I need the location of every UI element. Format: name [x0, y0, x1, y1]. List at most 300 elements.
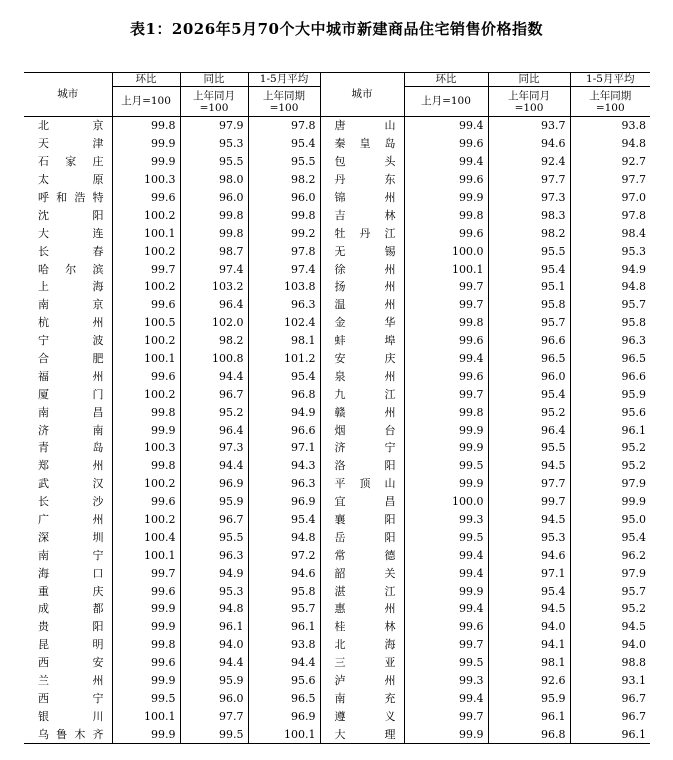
- city-cell-left: 杭州: [38, 316, 104, 330]
- mom-cell-right: 99.3: [404, 511, 488, 529]
- yoy-cell-right: 95.7: [488, 314, 570, 332]
- table-row: [24, 654, 650, 672]
- mom-cell-right: 100.1: [404, 260, 488, 278]
- avg-cell-right: 95.7: [570, 582, 650, 600]
- avg-cell-right: 96.1: [570, 421, 650, 439]
- mom-cell-left: 99.6: [112, 582, 180, 600]
- city-cell-left: 青岛: [38, 441, 104, 455]
- city-cell-right: 襄阳: [320, 511, 404, 529]
- table-row: [24, 439, 650, 457]
- avg-cell-right: 94.8: [570, 135, 650, 153]
- city-cell-left: 重庆: [38, 584, 104, 598]
- avg-cell-left: 97.1: [248, 439, 320, 457]
- avg-cell-right: 95.8: [570, 314, 650, 332]
- city-cell-right: 惠州: [320, 600, 404, 618]
- avg-cell-right: 93.8: [570, 117, 650, 135]
- avg-cell-left: 95.4: [248, 135, 320, 153]
- city-cell-right: 唐山: [320, 117, 404, 135]
- avg-cell-left: 95.4: [248, 511, 320, 529]
- header-mom-base-right: 上月=100: [404, 87, 488, 117]
- mom-cell-right: 99.7: [404, 707, 488, 725]
- mom-cell-left: 100.1: [112, 707, 180, 725]
- city-cell-left: 沈阳: [38, 208, 104, 222]
- mom-cell-left: 99.7: [112, 564, 180, 582]
- table-row: [24, 725, 650, 743]
- city-cell-left: 郑州: [38, 459, 104, 473]
- city-cell-right: 三亚: [320, 654, 404, 672]
- avg-cell-right: 99.9: [570, 493, 650, 511]
- table-row: [24, 189, 650, 207]
- avg-cell-left: 96.1: [248, 618, 320, 636]
- yoy-cell-left: 98.7: [180, 242, 248, 260]
- mom-cell-left: 99.6: [112, 654, 180, 672]
- yoy-cell-left: 99.5: [180, 725, 248, 743]
- city-cell-right: 牡丹江: [320, 224, 404, 242]
- yoy-cell-left: 94.4: [180, 654, 248, 672]
- avg-cell-left: 95.6: [248, 672, 320, 690]
- city-cell-right: 韶关: [320, 564, 404, 582]
- yoy-cell-left: 99.8: [180, 206, 248, 224]
- yoy-cell-right: 94.6: [488, 546, 570, 564]
- yoy-cell-left: 96.7: [180, 511, 248, 529]
- mom-cell-left: 99.9: [112, 600, 180, 618]
- avg-cell-left: 97.8: [248, 242, 320, 260]
- mom-cell-left: 100.2: [112, 385, 180, 403]
- yoy-cell-right: 95.4: [488, 260, 570, 278]
- table-row: [24, 475, 650, 493]
- city-cell-left: 哈尔滨: [38, 262, 104, 276]
- city-cell-right: 包头: [320, 153, 404, 171]
- city-cell-left: 太原: [38, 173, 104, 187]
- mom-cell-right: 99.7: [404, 296, 488, 314]
- avg-cell-left: 99.8: [248, 206, 320, 224]
- avg-cell-right: 96.1: [570, 725, 650, 743]
- table-row: [24, 135, 650, 153]
- table-row: [24, 296, 650, 314]
- mom-cell-right: 99.9: [404, 189, 488, 207]
- city-cell-right: 赣州: [320, 403, 404, 421]
- yoy-cell-right: 96.1: [488, 707, 570, 725]
- avg-cell-left: 102.4: [248, 314, 320, 332]
- yoy-cell-left: 96.1: [180, 618, 248, 636]
- city-cell-left: 昆明: [38, 638, 104, 652]
- mom-cell-right: 99.8: [404, 314, 488, 332]
- mom-cell-left: 100.1: [112, 350, 180, 368]
- yoy-cell-left: 103.2: [180, 278, 248, 296]
- mom-cell-left: 100.2: [112, 206, 180, 224]
- yoy-cell-left: 95.3: [180, 135, 248, 153]
- mom-cell-right: 99.6: [404, 367, 488, 385]
- yoy-cell-right: 97.7: [488, 475, 570, 493]
- avg-cell-right: 96.6: [570, 367, 650, 385]
- city-cell-right: 湛江: [320, 582, 404, 600]
- table-row: [24, 707, 650, 725]
- yoy-cell-left: 95.3: [180, 582, 248, 600]
- yoy-cell-left: 95.5: [180, 528, 248, 546]
- mom-cell-right: 99.4: [404, 117, 488, 135]
- avg-cell-left: 96.3: [248, 475, 320, 493]
- mom-cell-right: 99.6: [404, 135, 488, 153]
- yoy-cell-left: 96.4: [180, 421, 248, 439]
- city-cell-right: 九江: [320, 385, 404, 403]
- avg-cell-left: 96.0: [248, 189, 320, 207]
- city-cell-right: 常德: [320, 546, 404, 564]
- mom-cell-right: 99.9: [404, 475, 488, 493]
- mom-cell-left: 100.4: [112, 528, 180, 546]
- yoy-cell-left: 95.2: [180, 403, 248, 421]
- yoy-cell-right: 96.5: [488, 350, 570, 368]
- yoy-cell-right: 97.7: [488, 171, 570, 189]
- avg-cell-right: 95.0: [570, 511, 650, 529]
- table-row: [24, 350, 650, 368]
- table-header: [24, 73, 650, 117]
- header-avg-base-right: 上年同期 =100: [570, 87, 650, 117]
- table-row: [24, 224, 650, 242]
- yoy-cell-left: 97.4: [180, 260, 248, 278]
- yoy-cell-left: 96.0: [180, 189, 248, 207]
- yoy-cell-right: 99.7: [488, 493, 570, 511]
- table-row: [24, 367, 650, 385]
- mom-cell-left: 99.6: [112, 367, 180, 385]
- table-row: [24, 403, 650, 421]
- mom-cell-left: 99.6: [112, 493, 180, 511]
- mom-cell-right: 99.3: [404, 672, 488, 690]
- mom-cell-left: 99.9: [112, 672, 180, 690]
- yoy-cell-left: 96.7: [180, 385, 248, 403]
- avg-cell-left: 98.2: [248, 171, 320, 189]
- header-mom-left: 环比: [112, 73, 180, 87]
- city-cell-right: 安庆: [320, 350, 404, 368]
- yoy-cell-left: 95.9: [180, 493, 248, 511]
- table-row: [24, 153, 650, 171]
- avg-cell-left: 96.5: [248, 690, 320, 708]
- city-cell-left: 南京: [38, 298, 104, 312]
- header-mom-base-left: 上月=100: [112, 87, 180, 117]
- mom-cell-right: 99.6: [404, 224, 488, 242]
- yoy-cell-left: 97.3: [180, 439, 248, 457]
- header-yoy-right: 同比: [488, 73, 570, 87]
- city-cell-left: 济南: [38, 423, 104, 437]
- table-row: [24, 332, 650, 350]
- avg-cell-right: 98.8: [570, 654, 650, 672]
- avg-cell-left: 101.2: [248, 350, 320, 368]
- yoy-cell-right: 98.3: [488, 206, 570, 224]
- avg-cell-right: 96.3: [570, 332, 650, 350]
- avg-cell-right: 98.4: [570, 224, 650, 242]
- city-cell-right: 平顶山: [320, 475, 404, 493]
- yoy-cell-right: 95.4: [488, 582, 570, 600]
- mom-cell-left: 100.2: [112, 242, 180, 260]
- mom-cell-right: 99.6: [404, 171, 488, 189]
- yoy-cell-right: 97.3: [488, 189, 570, 207]
- yoy-cell-left: 94.8: [180, 600, 248, 618]
- mom-cell-right: 99.5: [404, 528, 488, 546]
- avg-cell-left: 94.6: [248, 564, 320, 582]
- mom-cell-left: 100.3: [112, 171, 180, 189]
- city-cell-left: 天津: [38, 137, 104, 151]
- city-cell-left: 武汉: [38, 477, 104, 491]
- yoy-cell-left: 94.0: [180, 636, 248, 654]
- city-cell-left: 海口: [38, 566, 104, 580]
- avg-cell-right: 95.6: [570, 403, 650, 421]
- city-cell-left: 贵阳: [38, 620, 104, 634]
- avg-cell-right: 94.5: [570, 618, 650, 636]
- mom-cell-right: 99.5: [404, 654, 488, 672]
- table-row: [24, 385, 650, 403]
- avg-cell-right: 93.1: [570, 672, 650, 690]
- avg-cell-left: 95.8: [248, 582, 320, 600]
- yoy-cell-right: 95.9: [488, 690, 570, 708]
- avg-cell-left: 95.4: [248, 367, 320, 385]
- table-row: [24, 493, 650, 511]
- city-cell-right: 大理: [320, 725, 404, 743]
- city-cell-left: 大连: [38, 226, 104, 240]
- mom-cell-right: 99.9: [404, 439, 488, 457]
- mom-cell-right: 99.7: [404, 385, 488, 403]
- yoy-cell-right: 92.4: [488, 153, 570, 171]
- mom-cell-right: 99.6: [404, 618, 488, 636]
- yoy-cell-left: 96.9: [180, 475, 248, 493]
- avg-cell-left: 94.3: [248, 457, 320, 475]
- yoy-cell-right: 94.1: [488, 636, 570, 654]
- avg-cell-right: 97.7: [570, 171, 650, 189]
- mom-cell-left: 99.7: [112, 260, 180, 278]
- city-cell-right: 徐州: [320, 260, 404, 278]
- yoy-cell-right: 92.6: [488, 672, 570, 690]
- city-cell-left: 广州: [38, 513, 104, 527]
- table-body: [24, 117, 650, 744]
- city-cell-left: 乌鲁木齐: [24, 725, 112, 743]
- yoy-cell-left: 96.3: [180, 546, 248, 564]
- mom-cell-left: 100.1: [112, 546, 180, 564]
- yoy-cell-left: 100.8: [180, 350, 248, 368]
- mom-cell-right: 99.4: [404, 600, 488, 618]
- avg-cell-right: 95.2: [570, 600, 650, 618]
- city-cell-left: 厦门: [38, 387, 104, 401]
- avg-cell-right: 95.9: [570, 385, 650, 403]
- table-row: [24, 546, 650, 564]
- mom-cell-right: 99.7: [404, 636, 488, 654]
- mom-cell-left: 99.8: [112, 117, 180, 135]
- avg-cell-right: 96.5: [570, 350, 650, 368]
- mom-cell-right: 99.4: [404, 350, 488, 368]
- yoy-cell-left: 96.4: [180, 296, 248, 314]
- city-cell-right: 温州: [320, 296, 404, 314]
- mom-cell-right: 99.8: [404, 403, 488, 421]
- yoy-cell-left: 94.4: [180, 457, 248, 475]
- mom-cell-left: 99.6: [112, 296, 180, 314]
- mom-cell-left: 99.9: [112, 153, 180, 171]
- city-cell-left: 兰州: [38, 674, 104, 688]
- city-cell-right: 桂林: [320, 618, 404, 636]
- city-cell-left: 合肥: [38, 352, 104, 366]
- yoy-cell-right: 94.6: [488, 135, 570, 153]
- avg-cell-right: 95.2: [570, 439, 650, 457]
- yoy-cell-right: 95.8: [488, 296, 570, 314]
- avg-cell-right: 95.7: [570, 296, 650, 314]
- city-cell-left: 北京: [38, 119, 104, 133]
- city-cell-left: 长沙: [38, 495, 104, 509]
- table-row: [24, 117, 650, 135]
- city-cell-right: 丹东: [320, 171, 404, 189]
- city-cell-right: 宜昌: [320, 493, 404, 511]
- mom-cell-left: 100.1: [112, 224, 180, 242]
- city-cell-left: 呼和浩特: [38, 191, 104, 204]
- yoy-cell-right: 96.8: [488, 725, 570, 743]
- table-row: [24, 457, 650, 475]
- mom-cell-right: 99.4: [404, 546, 488, 564]
- yoy-cell-right: 95.4: [488, 385, 570, 403]
- city-cell-right: 南充: [320, 690, 404, 708]
- table-row: [24, 618, 650, 636]
- city-cell-right: 无锡: [320, 242, 404, 260]
- mom-cell-left: 99.9: [112, 421, 180, 439]
- yoy-cell-left: 97.9: [180, 117, 248, 135]
- mom-cell-right: 99.4: [404, 564, 488, 582]
- avg-cell-left: 93.8: [248, 636, 320, 654]
- price-index-table: [24, 72, 650, 744]
- avg-cell-left: 94.9: [248, 403, 320, 421]
- city-cell-left: 长春: [38, 244, 104, 258]
- yoy-cell-right: 94.5: [488, 511, 570, 529]
- table-row: [24, 636, 650, 654]
- city-cell-right: 泉州: [320, 367, 404, 385]
- mom-cell-right: 99.8: [404, 206, 488, 224]
- city-cell-right: 济宁: [320, 439, 404, 457]
- avg-cell-right: 97.0: [570, 189, 650, 207]
- yoy-cell-right: 95.1: [488, 278, 570, 296]
- header-avg-right: 1-5月平均: [570, 73, 650, 87]
- city-cell-left: 南昌: [38, 405, 104, 419]
- mom-cell-left: 100.2: [112, 278, 180, 296]
- avg-cell-right: 97.9: [570, 475, 650, 493]
- avg-cell-right: 97.9: [570, 564, 650, 582]
- city-cell-left: 福州: [38, 369, 104, 383]
- avg-cell-left: 96.6: [248, 421, 320, 439]
- avg-cell-right: 96.7: [570, 707, 650, 725]
- yoy-cell-right: 95.5: [488, 439, 570, 457]
- mom-cell-right: 99.9: [404, 582, 488, 600]
- avg-cell-right: 92.7: [570, 153, 650, 171]
- yoy-cell-left: 97.7: [180, 707, 248, 725]
- avg-cell-right: 96.2: [570, 546, 650, 564]
- avg-cell-left: 96.8: [248, 385, 320, 403]
- avg-cell-right: 96.7: [570, 690, 650, 708]
- header-city-left: 城市: [24, 73, 112, 117]
- city-cell-right: 泸州: [320, 672, 404, 690]
- mom-cell-left: 99.8: [112, 403, 180, 421]
- avg-cell-left: 96.3: [248, 296, 320, 314]
- city-cell-left: 石家庄: [38, 155, 104, 169]
- city-cell-right: 金华: [320, 314, 404, 332]
- table-row: [24, 600, 650, 618]
- city-cell-right: 烟台: [320, 421, 404, 439]
- avg-cell-left: 99.2: [248, 224, 320, 242]
- mom-cell-left: 100.2: [112, 475, 180, 493]
- avg-cell-left: 97.8: [248, 117, 320, 135]
- city-cell-left: 成都: [38, 602, 104, 616]
- city-cell-right: 遵义: [320, 707, 404, 725]
- table-row: [24, 171, 650, 189]
- header-avg-base-left: 上年同期 =100: [248, 87, 320, 117]
- table-row: [24, 690, 650, 708]
- city-cell-right: 秦皇岛: [320, 135, 404, 153]
- yoy-cell-right: 93.7: [488, 117, 570, 135]
- table-row: [24, 528, 650, 546]
- avg-cell-right: 97.8: [570, 206, 650, 224]
- yoy-cell-right: 95.5: [488, 242, 570, 260]
- header-avg-left: 1-5月平均: [248, 73, 320, 87]
- table-row: [24, 278, 650, 296]
- yoy-cell-right: 96.6: [488, 332, 570, 350]
- city-cell-left: 银川: [38, 709, 104, 723]
- header-mom-right: 环比: [404, 73, 488, 87]
- table-row: [24, 564, 650, 582]
- mom-cell-left: 99.5: [112, 690, 180, 708]
- avg-cell-left: 100.1: [248, 725, 320, 743]
- table-row: [24, 582, 650, 600]
- avg-cell-left: 96.9: [248, 493, 320, 511]
- avg-cell-left: 103.8: [248, 278, 320, 296]
- header-yoy-base-left: 上年同月 =100: [180, 87, 248, 117]
- yoy-cell-left: 98.0: [180, 171, 248, 189]
- mom-cell-left: 99.9: [112, 725, 180, 743]
- avg-cell-left: 98.1: [248, 332, 320, 350]
- city-cell-right: 锦州: [320, 189, 404, 207]
- city-cell-left: 深圳: [38, 530, 104, 544]
- header-yoy-left: 同比: [180, 73, 248, 87]
- yoy-cell-left: 94.4: [180, 367, 248, 385]
- table-title: 表1：2026年5月70个大中城市新建商品住宅销售价格指数: [130, 20, 543, 38]
- table-row: [24, 421, 650, 439]
- city-cell-right: 岳阳: [320, 528, 404, 546]
- avg-cell-left: 94.4: [248, 654, 320, 672]
- mom-cell-right: 99.9: [404, 725, 488, 743]
- yoy-cell-right: 96.0: [488, 367, 570, 385]
- yoy-cell-right: 97.1: [488, 564, 570, 582]
- yoy-cell-right: 94.5: [488, 600, 570, 618]
- yoy-cell-left: 94.9: [180, 564, 248, 582]
- header-yoy-base-right: 上年同月 =100: [488, 87, 570, 117]
- avg-cell-right: 95.2: [570, 457, 650, 475]
- mom-cell-right: 99.9: [404, 421, 488, 439]
- mom-cell-right: 99.6: [404, 332, 488, 350]
- avg-cell-left: 97.4: [248, 260, 320, 278]
- table-row: [24, 260, 650, 278]
- city-cell-left: 南宁: [38, 548, 104, 562]
- yoy-cell-left: 95.5: [180, 153, 248, 171]
- table-row: [24, 672, 650, 690]
- mom-cell-left: 100.2: [112, 332, 180, 350]
- yoy-cell-right: 96.4: [488, 421, 570, 439]
- avg-cell-left: 96.9: [248, 707, 320, 725]
- yoy-cell-right: 98.1: [488, 654, 570, 672]
- city-cell-right: 吉林: [320, 206, 404, 224]
- avg-cell-right: 94.9: [570, 260, 650, 278]
- yoy-cell-right: 98.2: [488, 224, 570, 242]
- city-cell-left: 西安: [38, 656, 104, 670]
- avg-cell-right: 95.3: [570, 242, 650, 260]
- avg-cell-right: 94.8: [570, 278, 650, 296]
- yoy-cell-right: 95.2: [488, 403, 570, 421]
- city-cell-left: 西宁: [38, 691, 104, 705]
- avg-cell-left: 95.7: [248, 600, 320, 618]
- mom-cell-left: 100.5: [112, 314, 180, 332]
- mom-cell-right: 100.0: [404, 493, 488, 511]
- yoy-cell-left: 96.0: [180, 690, 248, 708]
- table-row: [24, 242, 650, 260]
- yoy-cell-left: 98.2: [180, 332, 248, 350]
